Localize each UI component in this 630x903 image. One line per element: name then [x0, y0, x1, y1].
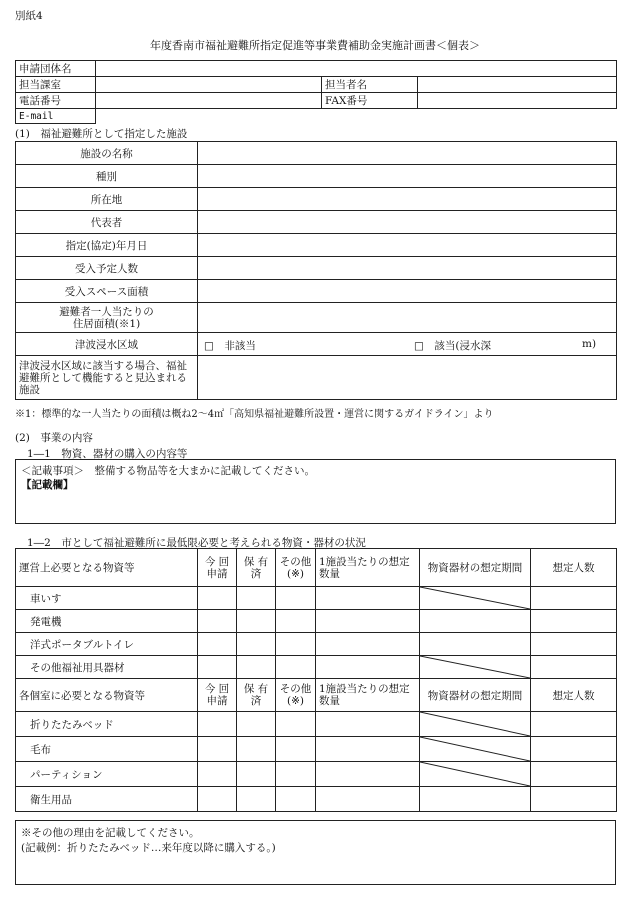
- col-period-header: 物資器材の想定期間: [420, 549, 531, 587]
- applicant-email-label: E-mail: [16, 109, 96, 124]
- col-sonota-l1: その他: [279, 683, 312, 695]
- period-cell-disabled: [420, 737, 531, 762]
- col-konkai-l2: 申請: [206, 567, 228, 580]
- qty-cell[interactable]: [316, 610, 420, 633]
- col-konkai-header: [198, 679, 237, 712]
- applicant-tel-field[interactable]: [96, 93, 322, 109]
- per-person-area-label-l2: 住居面積(※1): [72, 317, 141, 330]
- people-cell[interactable]: [531, 787, 617, 812]
- hoyu-cell[interactable]: [237, 610, 276, 633]
- qty-cell[interactable]: [316, 587, 420, 610]
- facility-name-label: 施設の名称: [16, 142, 198, 165]
- col-hoyu-header: [237, 679, 276, 712]
- sub2-heading: 1―2 市として福祉避難所に最低限必要と考えられる物資・器材の状況: [27, 537, 366, 549]
- konkai-cell[interactable]: [198, 762, 237, 787]
- konkai-cell[interactable]: [198, 633, 237, 656]
- item-label: 折りたたみベッド: [16, 712, 198, 737]
- facility-address-field[interactable]: [198, 188, 617, 211]
- col-qty-l1: 1施設当たりの想定: [319, 555, 410, 568]
- sonota-cell[interactable]: [276, 737, 316, 762]
- tsunami-yes-checkbox[interactable]: □ 該当(浸水深: [414, 340, 492, 352]
- qty-cell[interactable]: [316, 737, 420, 762]
- col-konkai-l2: 申請: [206, 695, 228, 707]
- people-cell[interactable]: [531, 712, 617, 737]
- facility-rep-field[interactable]: [198, 211, 617, 234]
- tsunami-area-label: 津波浸水区域: [16, 333, 198, 356]
- doc-id: 別紙4: [15, 10, 43, 22]
- capacity-field[interactable]: [198, 257, 617, 280]
- other-reason-example: (記載例：折りたたみベッド…来年度以降に購入する。): [21, 842, 276, 854]
- other-reason-instruction: ※その他の理由を記載してください。: [21, 827, 200, 839]
- hoyu-cell[interactable]: [237, 737, 276, 762]
- table-row: [16, 762, 617, 787]
- per-person-area-label: [16, 303, 198, 333]
- facility-rep-label: 代表者: [16, 211, 198, 234]
- applicant-email-field[interactable]: [96, 109, 617, 124]
- period-cell-disabled: [420, 762, 531, 787]
- page-title: 年度香南市福祉避難所指定促進等事業費補助金実施計画書＜個表＞: [150, 39, 480, 52]
- period-cell-disabled: [420, 712, 531, 737]
- period-cell[interactable]: [420, 633, 531, 656]
- table-row: [16, 737, 617, 762]
- col-konkai-header: [198, 549, 237, 587]
- supplies-table: [15, 548, 617, 812]
- col-konkai-l1: 今 回: [204, 555, 230, 568]
- hoyu-cell[interactable]: [237, 633, 276, 656]
- facility-name-field[interactable]: [198, 142, 617, 165]
- sub1-heading: 1―1 物資、器材の購入の内容等: [27, 448, 188, 460]
- capacity-label: 受入予定人数: [16, 257, 198, 280]
- konkai-cell[interactable]: [198, 587, 237, 610]
- col-people-header: 想定人数: [531, 679, 617, 712]
- period-cell[interactable]: [420, 787, 531, 812]
- sonota-cell[interactable]: [276, 762, 316, 787]
- tsunami-no-checkbox[interactable]: □ 非該当: [204, 340, 256, 352]
- people-cell[interactable]: [531, 587, 617, 610]
- col-qty-l2: 数量: [319, 695, 340, 707]
- people-cell[interactable]: [531, 656, 617, 679]
- sonota-cell[interactable]: [276, 712, 316, 737]
- qty-cell[interactable]: [316, 787, 420, 812]
- area-note: ※1：標準的な一人当たりの面積は概ね2～4㎡「高知県福祉避難所設置・運営に関するガイドライン」より: [15, 409, 494, 420]
- space-area-field[interactable]: [198, 280, 617, 303]
- purchase-content-box[interactable]: [15, 459, 616, 524]
- col-qty-header: [316, 549, 420, 587]
- item-label: 発電機: [16, 610, 198, 633]
- facility-type-label: 種別: [16, 165, 198, 188]
- col-hoyu-l1: 保 有: [243, 683, 269, 695]
- qty-cell[interactable]: [316, 656, 420, 679]
- konkai-cell[interactable]: [198, 787, 237, 812]
- applicant-person-field[interactable]: [418, 77, 617, 93]
- sonota-cell[interactable]: [276, 656, 316, 679]
- col-period-header: 物資器材の想定期間: [420, 679, 531, 712]
- section1-heading: (1) 福祉避難所として指定した施設: [15, 128, 188, 140]
- people-cell[interactable]: [531, 762, 617, 787]
- tsunami-function-field[interactable]: [198, 356, 617, 400]
- sonota-cell[interactable]: [276, 587, 316, 610]
- applicant-dept-label: 担当課室: [16, 77, 96, 93]
- facility-address-label: 所在地: [16, 188, 198, 211]
- konkai-cell[interactable]: [198, 712, 237, 737]
- applicant-person-label: 担当者名: [322, 77, 418, 93]
- col-qty-l2: 数量: [319, 567, 340, 580]
- hoyu-cell[interactable]: [237, 712, 276, 737]
- col-people-header: 想定人数: [531, 549, 617, 587]
- table-row: [16, 633, 617, 656]
- hoyu-cell[interactable]: [237, 762, 276, 787]
- period-cell[interactable]: [420, 610, 531, 633]
- item-label: 毛布: [16, 737, 198, 762]
- hoyu-cell[interactable]: [237, 587, 276, 610]
- period-cell-disabled: [420, 656, 531, 679]
- item-label: パーティション: [16, 762, 198, 787]
- col-sonota-l1: その他: [279, 555, 312, 568]
- col-hoyu-l2: 済: [250, 567, 262, 580]
- designation-date-label: 指定(協定)年月日: [16, 234, 198, 257]
- tsunami-area-options: [198, 333, 617, 356]
- people-cell[interactable]: [531, 633, 617, 656]
- people-cell[interactable]: [531, 610, 617, 633]
- col-qty-l1: 1施設当たりの想定: [319, 683, 410, 695]
- operation-items-header: 運営上必要となる物資等: [16, 549, 198, 587]
- hoyu-cell[interactable]: [237, 787, 276, 812]
- col-qty-header: [316, 679, 420, 712]
- qty-cell[interactable]: [316, 633, 420, 656]
- table-row: [16, 712, 617, 737]
- purchase-instructions: ＜記載事項＞ 整備する物品等を大まかに記載してください。: [21, 465, 315, 477]
- section2-heading: (2) 事業の内容: [15, 432, 93, 444]
- sonota-cell[interactable]: [276, 633, 316, 656]
- applicant-fax-label: FAX番号: [322, 93, 418, 109]
- applicant-tel-label: 電話番号: [16, 93, 96, 109]
- table-row: [16, 587, 617, 610]
- konkai-cell[interactable]: [198, 610, 237, 633]
- item-label: 衛生用品: [16, 787, 198, 812]
- applicant-table: [15, 60, 617, 124]
- tsunami-function-label: 津波浸水区域に該当する場合、福祉避難所として機能すると見込まれる施設: [16, 356, 198, 400]
- sonota-cell[interactable]: [276, 787, 316, 812]
- konkai-cell[interactable]: [198, 656, 237, 679]
- col-sonota-header: [276, 549, 316, 587]
- facility-table: [15, 141, 617, 400]
- table-row: [16, 787, 617, 812]
- per-person-area-label-l1: 避難者一人当たりの: [59, 305, 154, 318]
- qty-cell[interactable]: [316, 712, 420, 737]
- sonota-cell[interactable]: [276, 610, 316, 633]
- col-hoyu-header: [237, 549, 276, 587]
- period-cell-disabled: [420, 587, 531, 610]
- applicant-dept-field[interactable]: [96, 77, 322, 93]
- col-sonota-header: [276, 679, 316, 712]
- table-row: [16, 610, 617, 633]
- col-hoyu-l2: 済: [250, 695, 262, 707]
- room-items-header: 各個室に必要となる物資等: [16, 679, 198, 712]
- col-sonota-l2: (※): [287, 695, 304, 707]
- col-hoyu-l1: 保 有: [243, 555, 269, 568]
- col-sonota-l2: (※): [287, 567, 304, 580]
- hoyu-cell[interactable]: [237, 656, 276, 679]
- purchase-entry-label: 【記載欄】: [21, 479, 74, 491]
- designation-date-field[interactable]: [198, 234, 617, 257]
- table-row: [16, 656, 617, 679]
- item-label: その他福祉用具器材: [16, 656, 198, 679]
- item-label: 洋式ポータブルトイレ: [16, 633, 198, 656]
- applicant-org-label: 申請団体名: [16, 61, 96, 77]
- other-reason-box[interactable]: [15, 820, 616, 885]
- people-cell[interactable]: [531, 737, 617, 762]
- qty-cell[interactable]: [316, 762, 420, 787]
- konkai-cell[interactable]: [198, 737, 237, 762]
- applicant-org-field[interactable]: [96, 61, 617, 77]
- tsunami-depth-unit: m): [582, 338, 597, 350]
- col-konkai-l1: 今 回: [204, 683, 230, 695]
- per-person-area-field[interactable]: [198, 303, 617, 333]
- applicant-fax-field[interactable]: [418, 93, 617, 109]
- facility-type-field[interactable]: [198, 165, 617, 188]
- item-label: 車いす: [16, 587, 198, 610]
- space-area-label: 受入スペース面積: [16, 280, 198, 303]
